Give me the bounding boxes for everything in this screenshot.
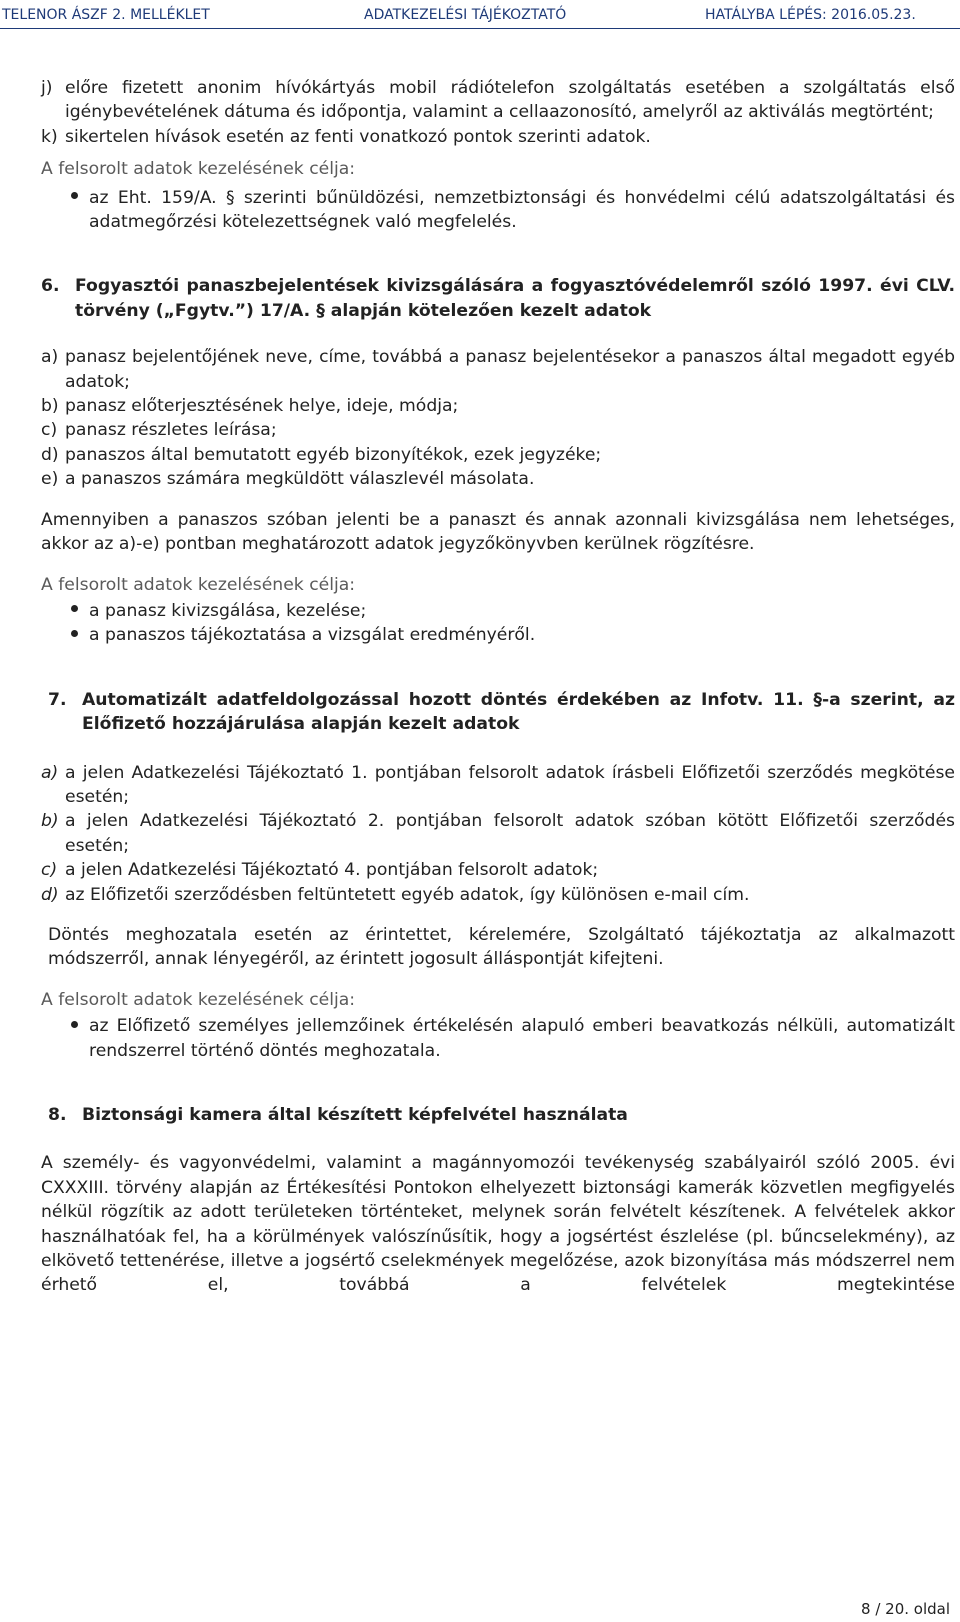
header-left: TELENOR ÁSZF 2. MELLÉKLET (2, 7, 210, 23)
section-title: Fogyasztói panaszbejelentések kivizsgálására a fogyasztóvédelemről szóló 1997. évi CLV. törvény („Fgytv.”) 17/A. § alapján kötelezően kezelt adatok (75, 276, 955, 321)
list-label: d) (41, 884, 59, 905)
purpose-bullet (41, 599, 955, 623)
section-number: 6. (41, 276, 60, 297)
list-text: előre fizetett anonim hívókártyás mobil rádiótelefon szolgáltatás esetében a szolgáltatás első igénybevételének dátuma és időpontja, valamint a cellaazonosító, amelyről az aktiválás megtörtént; (65, 78, 955, 123)
paragraph: Amennyiben a panaszos szóban jelenti be a panaszt és annak azonnali kivizsgálása nem lehetséges, akkor az a)-e) pontban meghatározott adatok jegyzőkönyvben kerülnek rögzítésre. (41, 509, 955, 555)
list-label: d) (41, 444, 59, 465)
list-item (41, 394, 955, 418)
purpose-bullet (41, 186, 955, 235)
section-title: Automatizált adatfeldolgozással hozott döntés érdekében az Infotv. 11. §-a szerint, az Előfizető hozzájárulása alapján kezelt adatok (82, 689, 955, 735)
bullet-icon (41, 1014, 89, 1063)
paragraph: Döntés meghozatala esetén az érintettet, kérelemére, Szolgáltató tájékoztatja az alkalmazott módszerről, annak lényegéről, az érintett jogosult álláspontját kifejteni. (48, 924, 955, 970)
list-text: az Előfizetői szerződésben feltüntetett egyéb adatok, így különösen e-mail cím. (65, 884, 750, 905)
bullet-icon (41, 623, 89, 647)
header-middle: ADATKEZELÉSI TÁJÉKOZTATÓ (364, 7, 567, 23)
page-number: 8 / 20. oldal (861, 1600, 950, 1618)
list-text: a jelen Adatkezelési Tájékoztató 2. pontjában felsorolt adatok szóban kötött Előfizetői szerződés esetén; (65, 811, 955, 856)
purpose-label: A felsorolt adatok kezelésének célja: (41, 159, 356, 180)
list-text: panasz bejelentőjének neve, címe, továbbá a panasz bejelentésekor a panaszos által megadott egyéb adatok; (65, 347, 955, 392)
list-item-k (41, 125, 955, 149)
bullet-text: az Eht. 159/A. § szerinti bűnüldözési, nemzetbiztonsági és honvédelmi célú adatszolgáltatási és adatmegőrzési kötelezettségnek való megfelelés. (89, 187, 955, 233)
purpose-bullet (41, 1014, 955, 1063)
list-item (41, 858, 955, 882)
list-label: j) (41, 78, 53, 98)
list-text: a panaszos számára megküldött válaszlevél másolata. (65, 469, 535, 490)
document-body (41, 76, 955, 1298)
list-item (41, 809, 955, 858)
list-item (41, 345, 955, 394)
list-label: a) (41, 347, 59, 368)
bullet-icon (41, 186, 89, 235)
list-text: panasz előterjesztésének helye, ideje, módja; (65, 396, 459, 417)
purpose-label: A felsorolt adatok kezelésének célja: (41, 989, 356, 1010)
list-label: e) (41, 469, 59, 490)
section-number: 8. (48, 1105, 67, 1125)
list-item-j (41, 76, 955, 125)
purpose-label: A felsorolt adatok kezelésének célja: (41, 574, 356, 595)
paragraph: A személy- és vagyonvédelmi, valamint a magánnyomozói tevékenység szabályairól szóló 2005. évi CXXXIII. törvény alapján az Értékesítési Pontokon elhelyezett biztonsági kamerák közvetlen megfigyelés nélkül rögzítik az adott területeken történteket, melynek során felvételt készítenek. A felvételek akkor használhatóak fel, ha a körülmények valószínűsítik, hogy a jogsértést észlelése (pl. bűncselekmény), az elkövető tettenérése, illetve a jogsértő cselekmények megelőzése, azok bizonyítása más módszerrel nem érhető el, továbbá a felvételek megtekintése (41, 1153, 955, 1296)
list-text: panasz részletes leírása; (65, 420, 277, 441)
header-right: HATÁLYBA LÉPÉS: 2016.05.23. (705, 7, 916, 23)
section-title: Biztonsági kamera által készített képfelvétel használata (82, 1105, 628, 1125)
section-number: 7. (48, 689, 67, 710)
section-6-heading (41, 274, 955, 323)
section-7-heading (41, 688, 955, 737)
bullet-text: az Előfizető személyes jellemzőinek értékelésén alapuló emberi beavatkozás nélküli, automatizált rendszerrel történő döntés meghozatala. (89, 1016, 955, 1061)
list-text: sikertelen hívások esetén az fenti vonatkozó pontok szerinti adatok. (65, 126, 651, 147)
list-item (41, 443, 955, 467)
list-label: b) (41, 811, 59, 832)
list-item (41, 467, 955, 491)
list-text: panaszos által bemutatott egyéb bizonyítékok, ezek jegyzéke; (65, 444, 602, 465)
list-item (41, 883, 955, 907)
list-text: a jelen Adatkezelési Tájékoztató 1. pontjában felsorolt adatok írásbeli Előfizetői szerződés megkötése esetén; (65, 762, 955, 807)
purpose-bullet (41, 623, 955, 647)
list-text: a jelen Adatkezelési Tájékoztató 4. pontjában felsorolt adatok; (65, 860, 599, 881)
section-8-heading (41, 1103, 955, 1127)
bullet-text: a panasz kivizsgálása, kezelése; (89, 600, 367, 621)
list-label: a) (41, 762, 59, 783)
list-label: c) (41, 420, 58, 441)
list-item (41, 761, 955, 810)
bullet-icon (41, 599, 89, 623)
list-label: c) (41, 860, 58, 881)
list-label: k) (41, 126, 58, 147)
list-item (41, 418, 955, 442)
header-divider (0, 28, 960, 29)
bullet-text: a panaszos tájékoztatása a vizsgálat eredményéről. (89, 625, 536, 646)
list-label: b) (41, 396, 59, 417)
page-header (0, 4, 960, 26)
